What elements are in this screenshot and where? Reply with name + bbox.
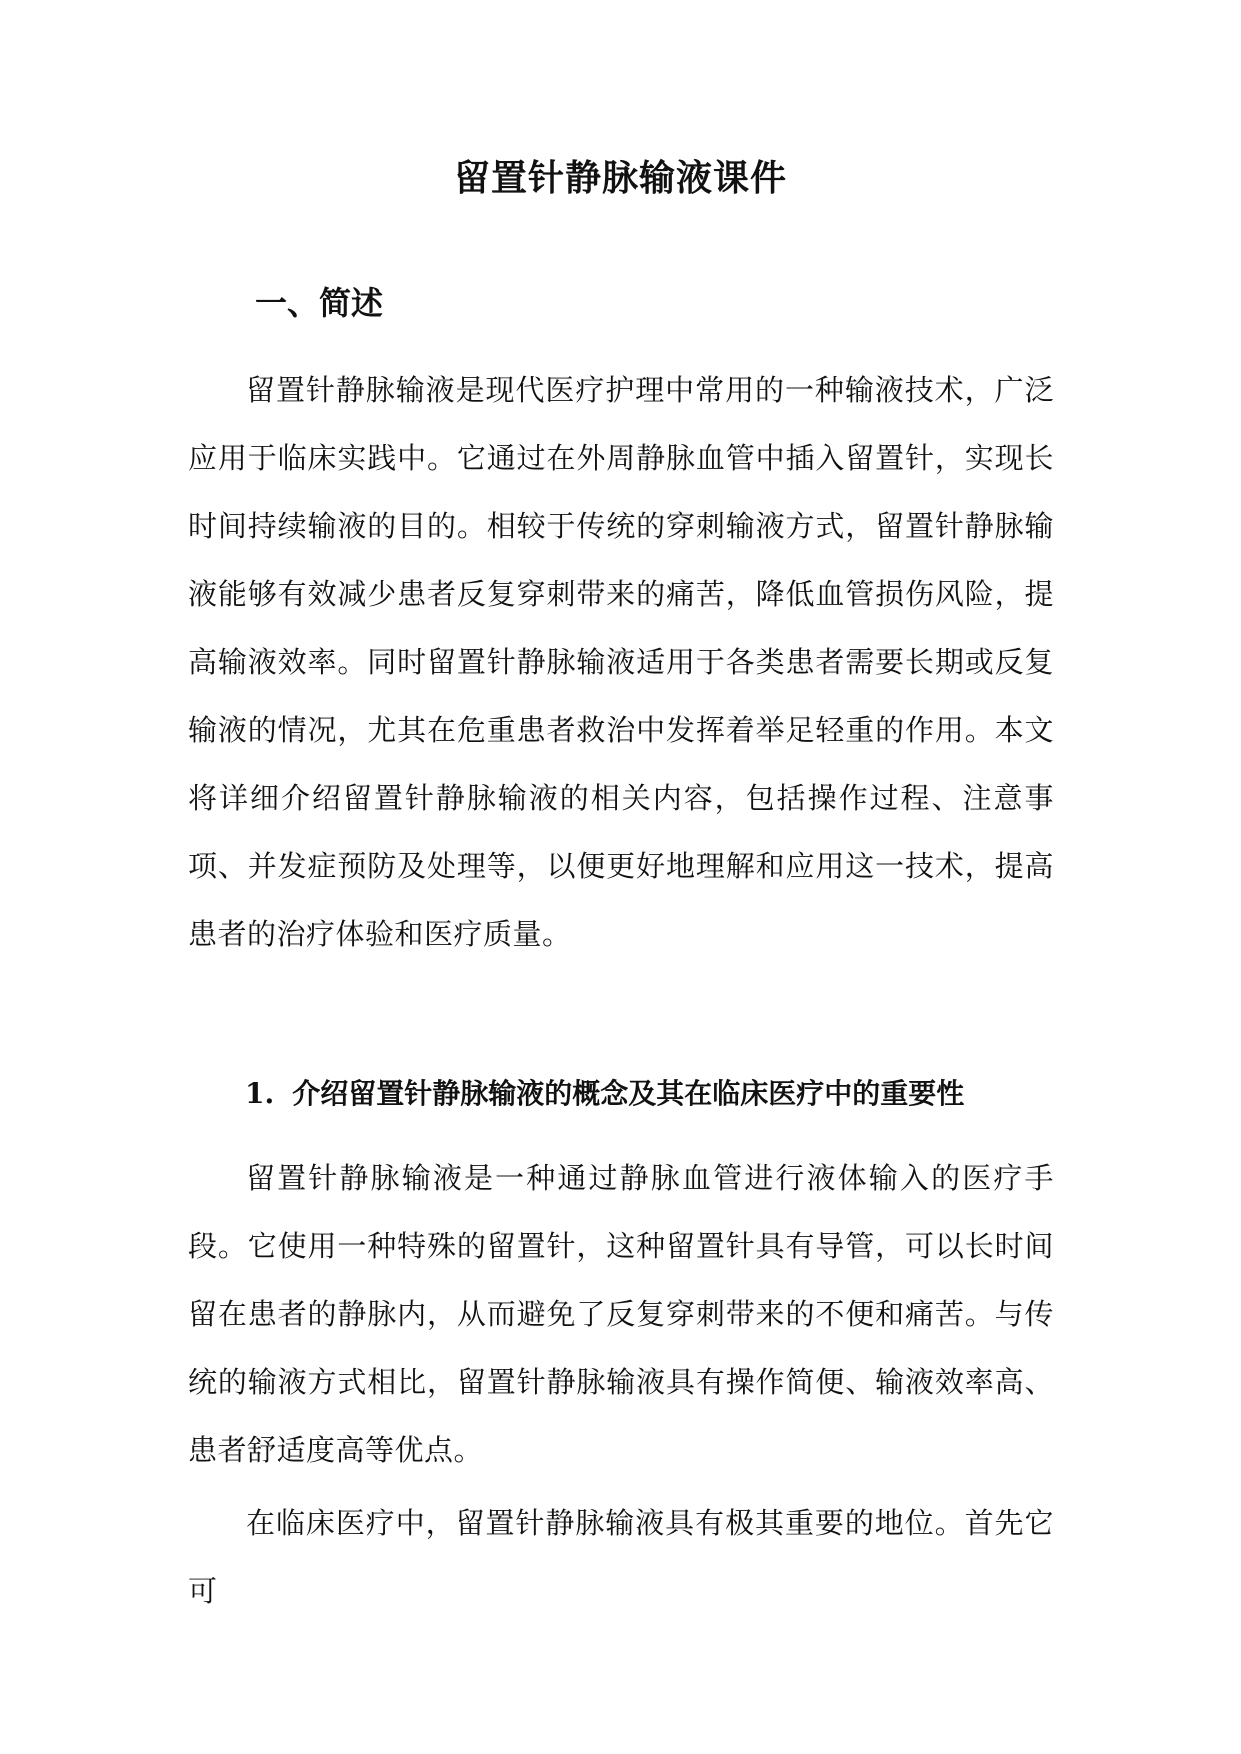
subsection-number: 1. [245,1077,275,1110]
clinical-importance-paragraph: 在临床医疗中，留置针静脉输液具有极其重要的地位。首先它可 [188,1506,1054,1608]
document-title: 留置针静脉输液课件 [453,157,787,199]
concept-paragraph: 留置针静脉输液是一种通过静脉血管进行液体输入的医疗手段。它使用一种特殊的留置针，这种留置针具有导管，可以长时间留在患者的静脉内，从而避免了反复穿刺带来的不便和痛苦。与传统的输液方式相比，留置针静脉输液具有操作简便、输液效率高、患者舒适度高等优点。 [188,1161,1054,1467]
overview-paragraph: 留置针静脉输液是现代医疗护理中常用的一种输液技术，广泛应用于临床实践中。它通过在外周静脉血管中插入留置针，实现长时间持续输液的目的。相较于传统的穿刺输液方式，留置针静脉输液能够有效减少患者反复穿刺带来的痛苦，降低血管损伤风险，提高输液效率。同时留置针静脉输液适用于各类患者需要长期或反复输液的情况，尤其在危重患者救治中发挥着举足轻重的作用。本文将详细介绍留置针静脉输液的相关内容，包括操作过程、注意事项、并发症预防及处理等，以便更好地理解和应用这一技术，提高患者的治疗体验和医疗质量。 [188,373,1054,951]
subsection-heading-concept [245,1066,964,1122]
section-heading-overview: 一、简述 [255,284,384,322]
subsection-heading-text: 介绍留置针静脉输液的概念及其在临床医疗中的重要性 [292,1077,965,1110]
